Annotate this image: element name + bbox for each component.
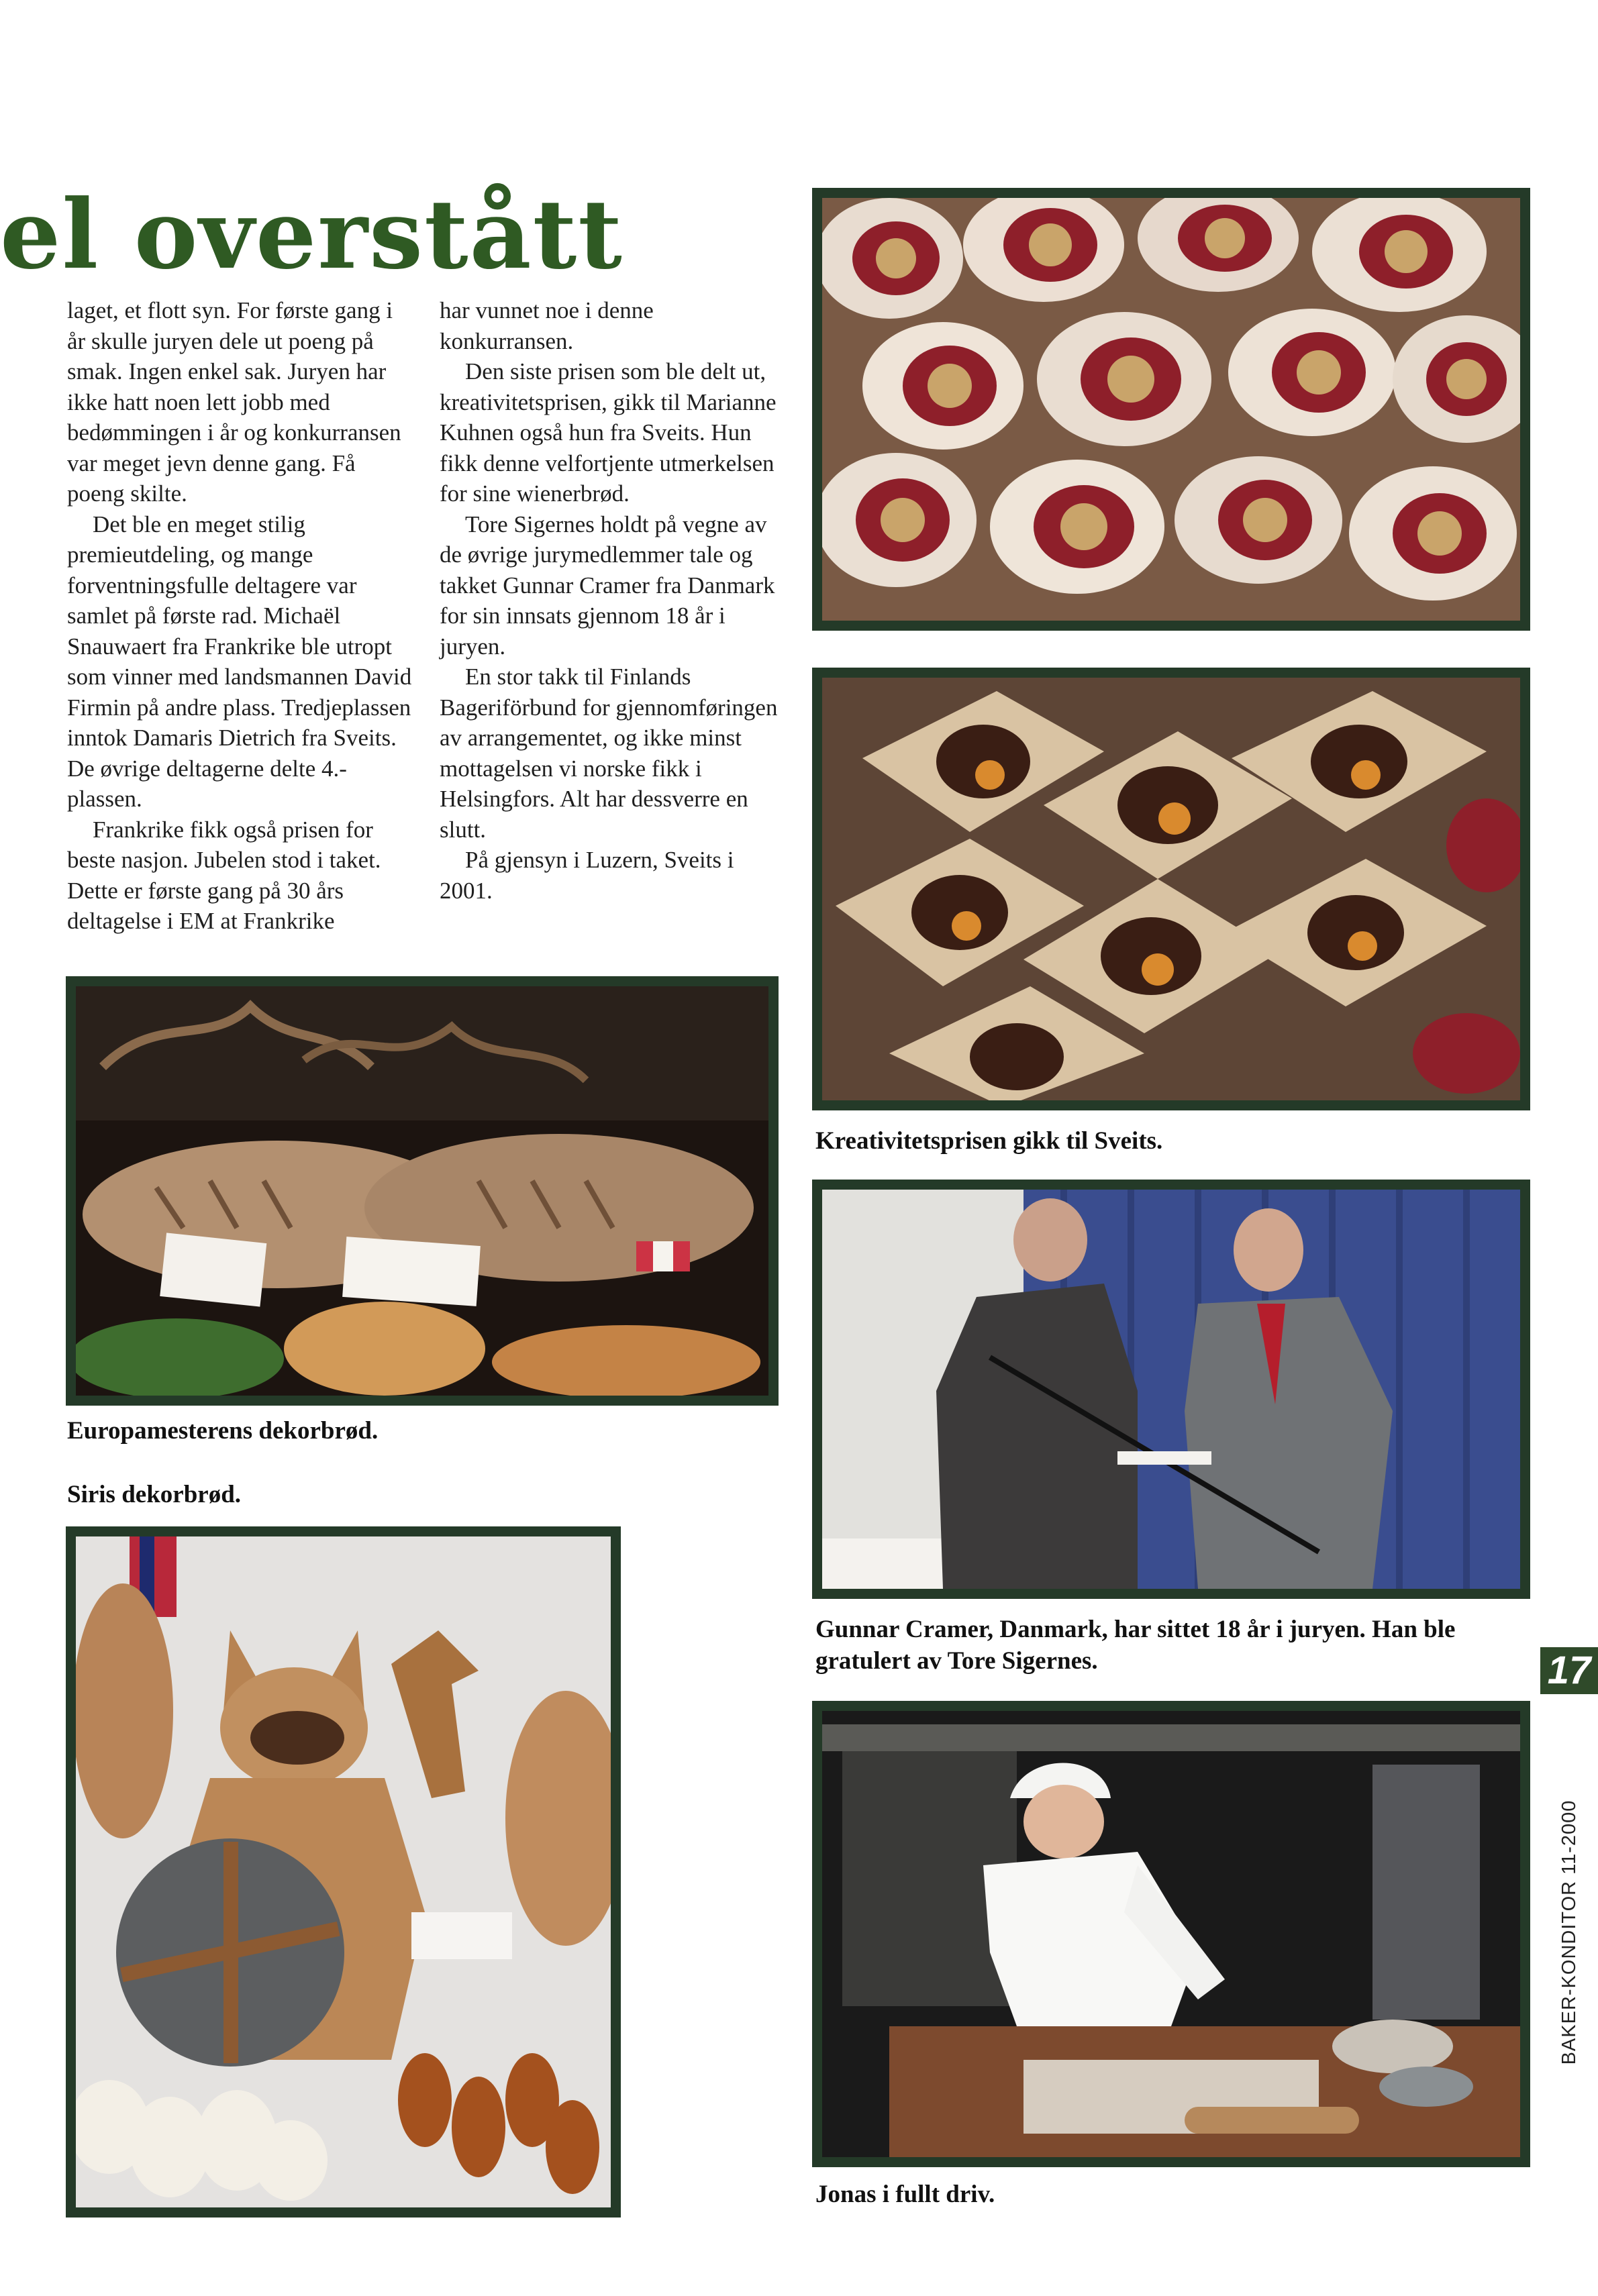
caption-siri: Siris dekorbrød. — [67, 1481, 242, 1508]
article-headline: el overstått — [0, 181, 623, 289]
paragraph: laget, et flott syn. For første gang i år skulle juryen dele ut poeng på smak. Ingen enkel sak. Juryen har ikke hatt noen lett jobb med bedømmingen i år og konkurransen var meget jevn denne gang. Få poeng skilte. — [67, 297, 401, 507]
photo-siri-bread — [66, 1526, 621, 2217]
text-column-left — [67, 295, 416, 953]
magazine-issue: BAKER-KONDITOR 11-2000 — [1558, 1799, 1580, 2065]
caption-jonas: Jonas i fullt driv. — [815, 2181, 995, 2208]
photo-apple-pastries — [812, 188, 1530, 631]
paragraph: har vunnet noe i denne konkurransen. — [440, 297, 654, 354]
caption-europamester: Europamesterens dekorbrød. — [67, 1417, 379, 1445]
caption-kreativitet: Kreativitetsprisen gikk til Sveits. — [815, 1127, 1163, 1155]
page-number: 17 — [1540, 1647, 1598, 1694]
paragraph: På gjensyn i Luzern, Sveits i 2001. — [440, 847, 734, 904]
paragraph: Det ble en meget stilig premieutdeling, og mange forventningsfulle deltagere var samlet på første rad. Michaël Snauwaert fra Frankrike ble utropt som vinner med landsmannen David Firmin på andre plass. Tredjeplassen inntok Damaris Dietrich fra Sveits. De øvrige deltagerne delte 4.-plassen. — [67, 511, 412, 812]
paragraph: Tore Sigernes holdt på vegne av de øvrige jurymedlemmer tale og takket Gunnar Cramer fra Danmark for sin innsats gjennom 18 år i juryen. — [440, 511, 775, 660]
photo-gunnar-ceremony — [812, 1180, 1530, 1599]
paragraph: Frankrike fikk også prisen for beste nasjon. Jubelen stod i taket. Dette er første gang på 30 års deltagelse i EM at Frankrike — [67, 816, 381, 934]
photo-europamester-bread — [66, 976, 779, 1406]
caption-gunnar: Gunnar Cramer, Danmark, har sittet 18 år i juryen. Han ble gratulert av Tore Sigernes. — [815, 1616, 1456, 1675]
text-column-right — [440, 295, 785, 953]
paragraph: Den siste prisen som ble delt ut, kreativitetsprisen, gikk til Marianne Kuhnen også hun fra Sveits. Hun fikk denne velfortjente utmerkelsen for sine wienerbrød. — [440, 358, 777, 507]
photo-jonas-working — [812, 1701, 1530, 2167]
photo-danish-pastries — [812, 668, 1530, 1110]
paragraph: En stor takk til Finlands Bageriförbund for gjennomføringen av arrangementet, og ikke minst mottagelsen vi norske fikk i Helsingfors. Alt har dessverre en slutt. — [440, 664, 778, 843]
